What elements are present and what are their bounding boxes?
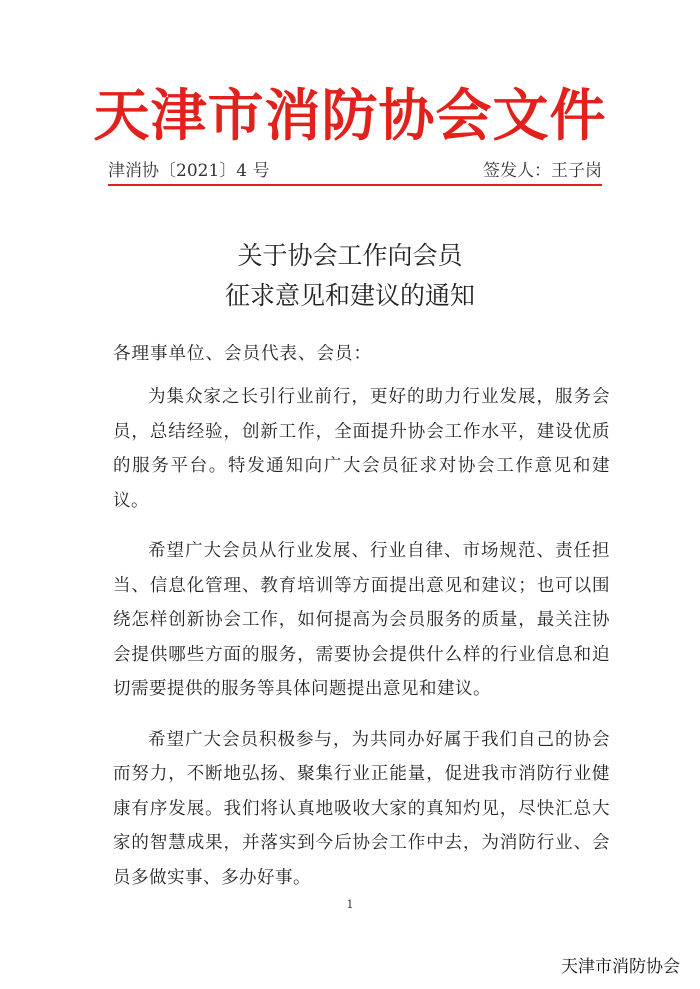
masthead-title: 天津市消防协会文件 [93,84,607,149]
notice-body [113,380,610,911]
red-divider [108,184,602,186]
document-number: 津消协〔2021〕4 号 [108,161,270,181]
body-paragraph-3: 希望广大会员积极参与，为共同办好属于我们自己的协会而努力，不断地弘扬、聚集行业正能量，促进我市消防行业健康有序发展。我们将认真地吸收大家的真知灼见，尽快汇总大家的智慧成果，并落实到今后协会工作中去，为消防行业、会员多做实事、多办好事。 [113,729,610,888]
notice-title [0,236,700,316]
watermark-text: 天津市消防协会 [561,957,680,977]
body-paragraph-2: 希望广大会员从行业发展、行业自律、市场规范、责任担当、信息化管理、教育培训等方面提出意见和建议；也可以围绕怎样创新协会工作，如何提高为会员服务的质量，最关注协会提供哪些方面的服务，需要协会提供什么样的行业信息和迫切需要提供的服务等具体问题提出意见和建议。 [113,541,610,699]
signer-label: 签发人：王子岗 [483,161,602,181]
notice-title-line-1: 关于协会工作向会员 [237,241,463,270]
body-paragraph-1: 为集众家之长引行业前行，更好的助力行业发展，服务会员，总结经验，创新工作，全面提升协会工作水平，建设优质的服务平台。特发通知向广大会员征求对协会工作意见和建议。 [113,387,610,511]
page-number: 1 [346,898,354,911]
notice-title-line-2: 征求意见和建议的通知 [224,281,475,310]
document-info-line [108,158,602,184]
salutation: 各理事单位、会员代表、会员： [113,344,372,364]
